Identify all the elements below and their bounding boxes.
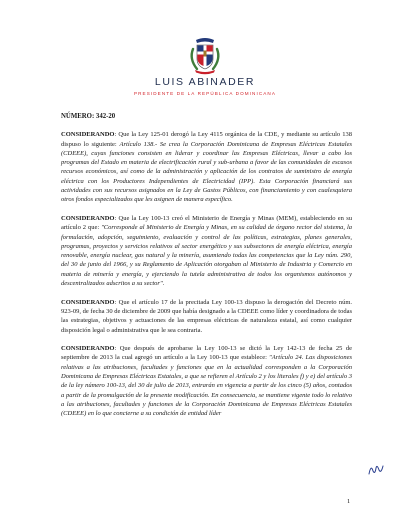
paragraph-after: . <box>162 280 165 288</box>
paragraph-text: : Que después de aprobarse la Ley 100-13 se dictó la Ley 142-13 de fecha 25 de septiembre de 2013 la cual agregó un artículo a la Ley 100-13 que establece: <box>61 345 352 362</box>
paragraph-quote: "Corresponde al Ministerio de Energía y Minas, en su calidad de órgano rector del sistema, la formulación, adopción, seguimiento, evaluación y control de las políticas, estrategias, planes generales, programas, proyectos y servicios relativos al sector energético y sus subsectores de energía eléctrica, energía renovable, energía nuclear, gas natural y la minería, asumiendo todas las competencias que la Ley núm. 290, del 30 de junio del 1966, y su Reglamento de Aplicación otorgaban al Ministerio de Industria y Comercio en materia de minería y energía, y ejerciendo la tutela administrativa de todos los organismos autónomos y descentralizados adscritos a su sector" <box>61 224 353 288</box>
considerando-paragraph <box>61 298 352 335</box>
president-name: LUIS ABINADER <box>154 76 256 88</box>
paragraph-text: : Que la Ley 100-13 creó el Ministerio de Energía y Minas (MEM), estableciendo en su artículo 2 que: <box>61 214 352 232</box>
president-title: PRESIDENTE DE LA REPÚBLICA DOMINICANA <box>133 91 277 96</box>
paragraph-lead: CONSIDERANDO <box>61 131 115 139</box>
considerando-paragraph <box>61 344 352 418</box>
paragraph-lead: CONSIDERANDO <box>61 345 115 353</box>
paragraph-text: : Que la Ley 125-01 derogó la Ley 4115 orgánica de la CDE, y mediante su artículo 138 dispuso lo siguiente: <box>61 131 352 148</box>
handwritten-initials-icon <box>367 461 385 477</box>
paragraph-quote: Artículo 138.- Se crea la Corporación Dominicana de Empresas Eléctricas Estatales (CDEEE), cuyas funciones consisten en liderar y coordinar las Empresas Eléctricas, llevar a cabo los programas del Estado en materia de electrificación rural y sub-urbana a favor de las comunidades de escasos recursos económicos, así como de la administración y aplicación de los contratos de suministro de energía eléctrica con los Productores Independientes de Electricidad (IPP). Esta Corporación financiará sus actividades con sus recursos asignados en la Ley de Gastos Públicos, con financiamiento y con cualesquiera otros fondos especializados que les asignen de manera específico. <box>61 140 352 204</box>
considerando-paragraph <box>61 214 352 288</box>
coat-of-arms-icon <box>187 35 223 75</box>
page-number: 1 <box>347 498 351 505</box>
paragraph-lead: CONSIDERANDO <box>61 298 115 306</box>
document-number: NÚMERO: 342-20 <box>61 113 116 120</box>
paragraph-quote: "Artículo 24. Las disposiciones relativas a las atribuciones, facultades y funciones que en la actualidad corresponden a la Corporación Dominicana de Empresas Eléctricas Estatales, a que se refieren el Artículo 2 y los literales f) y e) del artículo 3 de la ley número 100-13, del 30 de julio de 2013, entrarán en vigencia a partir de los cinco (5) años, contados a partir de la promulgación de la presente modificación. En consecuencia, se mantiene vigente todo lo relativo a las atribuciones, facultades y funciones de la Corporación Dominicana de Empresas Eléctricas Estatales (CDEEE) en lo que concierne a su condición de entidad líder <box>61 354 352 418</box>
paragraph-lead: CONSIDERANDO <box>61 214 115 222</box>
document-body <box>61 112 352 428</box>
paragraph-text: : Que el artículo 17 de la precitada Ley 100-13 dispuso la derogación del Decreto núm. 923-09, de fecha 30 de diciembre de 2009 que había designado a la CDEEE como líder y coordinadora de todas las estrategias, objetivos y actuaciones de las empresas eléctricas de naturaleza estatal, así como cualquier disposición legal o administrativa que le sea contraria. <box>61 298 352 334</box>
considerando-paragraph <box>61 130 352 204</box>
